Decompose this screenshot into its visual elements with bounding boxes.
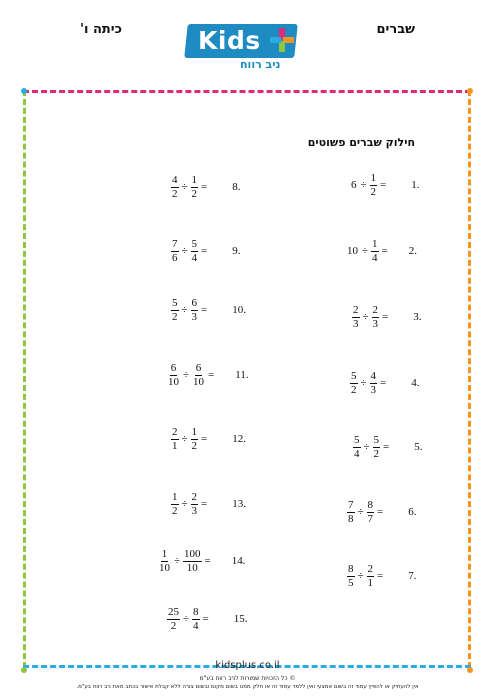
footer-legal-notice: אין להעתיק או להפיץ עמוד זה בשום אמצעי ואין ללמד עמוד זה או חלק ממנו בשום מקום ובשום צורה ללא קבלת אישור בכתב מאת ניב רווח בע"מ.: [76, 684, 419, 690]
footer-site[interactable]: kidsplus.co.il: [215, 660, 280, 671]
expression: [347, 500, 384, 525]
denominator: 1: [172, 439, 178, 452]
fraction: [167, 363, 180, 388]
fraction: [191, 298, 199, 323]
whole-number: 10: [347, 245, 358, 257]
denominator: 2: [191, 187, 198, 200]
expression: [171, 427, 208, 452]
denominator: 4: [372, 251, 378, 264]
expression: [350, 371, 387, 396]
expression: [351, 173, 387, 198]
expression: [158, 549, 212, 574]
denominator: 2: [170, 619, 177, 632]
denominator: 6: [172, 251, 178, 264]
equals-sign: =: [201, 181, 208, 193]
fraction: [191, 492, 199, 517]
exercise-item: [171, 236, 241, 266]
exercise-number: 15.: [233, 613, 248, 625]
divide-operator: ÷: [360, 179, 367, 191]
exercise-number: 13.: [232, 498, 247, 510]
numerator: 1: [191, 173, 198, 186]
fraction: [347, 500, 355, 525]
equals-sign: =: [383, 441, 390, 453]
exercise-number: 6.: [408, 506, 417, 518]
fraction: [158, 549, 171, 574]
equals-sign: =: [201, 245, 208, 257]
numerator: 1: [370, 171, 377, 184]
numerator: 6: [195, 361, 202, 374]
section-title: חילוק שברים פשוטים: [307, 136, 415, 149]
denominator: 2: [370, 185, 377, 198]
expression: [167, 363, 215, 388]
fraction: [352, 305, 360, 330]
fraction: [370, 173, 378, 198]
equals-sign: =: [202, 613, 209, 625]
exercise-number: 10.: [232, 304, 247, 316]
logo-word: Kids: [198, 26, 261, 55]
exercise-item: [171, 295, 246, 325]
divide-operator: ÷: [357, 570, 364, 582]
equals-sign: =: [377, 570, 384, 582]
expression: [171, 175, 208, 200]
numerator: 2: [191, 490, 198, 503]
equals-sign: =: [201, 433, 208, 445]
fraction: [192, 607, 200, 632]
denominator: 3: [191, 310, 198, 323]
expression: [352, 305, 389, 330]
fraction: [171, 239, 179, 264]
exercise-item: [347, 236, 417, 266]
plus-icon: [270, 28, 294, 52]
divide-operator: ÷: [181, 433, 188, 445]
divide-operator: ÷: [357, 506, 364, 518]
numerator: 5: [172, 296, 178, 309]
fraction: [183, 549, 202, 574]
divide-operator: ÷: [174, 555, 181, 567]
numerator: 6: [191, 296, 198, 309]
numerator: 100: [184, 547, 201, 560]
denominator: 3: [370, 383, 377, 396]
exercise-item: [351, 170, 420, 200]
frame-top-border: [23, 90, 471, 93]
equals-sign: =: [204, 555, 211, 567]
numerator: 2: [172, 425, 178, 438]
fraction: [171, 298, 179, 323]
expression: [347, 564, 384, 589]
divide-operator: ÷: [181, 245, 188, 257]
exercise-item: [350, 368, 420, 398]
divide-operator: ÷: [362, 311, 369, 323]
denominator: 2: [373, 447, 380, 460]
equals-sign: =: [380, 179, 387, 191]
frame-corner-dot: [21, 88, 27, 94]
denominator: 3: [191, 504, 198, 517]
fraction: [371, 239, 379, 264]
exercise-item: [171, 424, 246, 454]
frame-right-border: [468, 90, 471, 668]
exercise-item: [353, 432, 423, 462]
fraction: [373, 435, 381, 460]
denominator: 4: [191, 251, 198, 264]
denominator: 8: [348, 512, 354, 525]
divide-operator: ÷: [183, 369, 190, 381]
denominator: 2: [172, 504, 178, 517]
exercise-number: 12.: [232, 433, 247, 445]
fraction: [347, 564, 355, 589]
denominator: 2: [191, 439, 198, 452]
numerator: 5: [191, 237, 198, 250]
fraction: [171, 427, 179, 452]
exercise-number: 7.: [408, 570, 417, 582]
exercise-number: 5.: [414, 441, 423, 453]
divide-operator: ÷: [181, 181, 188, 193]
expression: [171, 298, 208, 323]
numerator: 2: [367, 562, 374, 575]
logo-subtitle: ניב רווח: [240, 58, 281, 71]
fraction: [192, 363, 205, 388]
equals-sign: =: [382, 311, 389, 323]
numerator: 4: [370, 369, 377, 382]
exercise-number: 11.: [235, 369, 249, 381]
exercise-number: 14.: [231, 555, 246, 567]
exercise-number: 8.: [232, 181, 241, 193]
expression: [347, 239, 389, 264]
numerator: 1: [172, 490, 178, 503]
fraction: [367, 564, 375, 589]
divide-operator: ÷: [362, 245, 369, 257]
denominator: 3: [372, 317, 379, 330]
divide-operator: ÷: [360, 377, 367, 389]
denominator: 5: [348, 576, 354, 589]
equals-sign: =: [381, 245, 388, 257]
fraction: [191, 175, 199, 200]
exercise-item: [171, 489, 246, 519]
denominator: 10: [186, 561, 198, 574]
expression: [171, 492, 208, 517]
numerator: 8: [193, 605, 199, 618]
frame-left-border: [23, 90, 26, 668]
equals-sign: =: [377, 506, 384, 518]
footer-copyright: © כל הזכויות שמורות לניב רווח בע"מ: [199, 675, 296, 682]
denominator: 2: [172, 187, 178, 200]
fraction: [353, 435, 361, 460]
expression: [353, 435, 390, 460]
exercise-item: [167, 604, 248, 634]
numerator: 1: [161, 547, 168, 560]
numerator: 5: [351, 369, 357, 382]
numerator: 7: [348, 498, 354, 511]
denominator: 10: [193, 375, 205, 388]
expression: [171, 239, 208, 264]
grade-label: כיתה ו': [80, 22, 122, 37]
frame-corner-dot: [467, 88, 473, 94]
denominator: 10: [168, 375, 179, 388]
fraction: [167, 607, 180, 632]
denominator: 4: [193, 619, 199, 632]
denominator: 4: [354, 447, 360, 460]
exercise-item: [158, 546, 246, 576]
numerator: 5: [354, 433, 360, 446]
numerator: 1: [191, 425, 198, 438]
exercise-item: [167, 360, 249, 390]
numerator: 8: [367, 498, 374, 511]
exercise-item: [352, 302, 422, 332]
equals-sign: =: [380, 377, 387, 389]
exercise-number: 2.: [408, 245, 418, 257]
numerator: 6: [170, 361, 177, 374]
numerator: 2: [372, 303, 379, 316]
denominator: 3: [353, 317, 359, 330]
numerator: 1: [372, 237, 378, 250]
equals-sign: =: [208, 369, 215, 381]
fraction: [191, 239, 199, 264]
numerator: 7: [172, 237, 178, 250]
denominator: 1: [367, 576, 374, 589]
numerator: 5: [373, 433, 380, 446]
fraction: [171, 492, 179, 517]
fraction: [367, 500, 375, 525]
numerator: 2: [353, 303, 359, 316]
divide-operator: ÷: [181, 304, 188, 316]
denominator: 7: [367, 512, 374, 525]
exercise-number: 4.: [411, 377, 420, 389]
fraction: [350, 371, 358, 396]
exercise-item: [347, 497, 417, 527]
kidsplus-logo: [186, 24, 310, 70]
denominator: 2: [351, 383, 357, 396]
topic-label: שברים: [376, 22, 415, 37]
fraction: [370, 371, 378, 396]
fraction: [191, 427, 199, 452]
fraction: [372, 305, 380, 330]
whole-number: 6: [351, 179, 357, 191]
exercise-number: 9.: [232, 245, 241, 257]
denominator: 2: [172, 310, 178, 323]
divide-operator: ÷: [183, 613, 190, 625]
denominator: 10: [159, 561, 170, 574]
fraction: [171, 175, 179, 200]
exercise-number: 3.: [413, 311, 422, 323]
exercise-number: 1.: [411, 179, 420, 191]
numerator: 8: [348, 562, 354, 575]
numerator: 4: [172, 173, 178, 186]
divide-operator: ÷: [181, 498, 188, 510]
exercise-item: [347, 561, 417, 591]
equals-sign: =: [201, 304, 208, 316]
numerator: 25: [168, 605, 179, 618]
exercise-item: [171, 172, 241, 202]
divide-operator: ÷: [363, 441, 370, 453]
equals-sign: =: [201, 498, 208, 510]
expression: [167, 607, 210, 632]
